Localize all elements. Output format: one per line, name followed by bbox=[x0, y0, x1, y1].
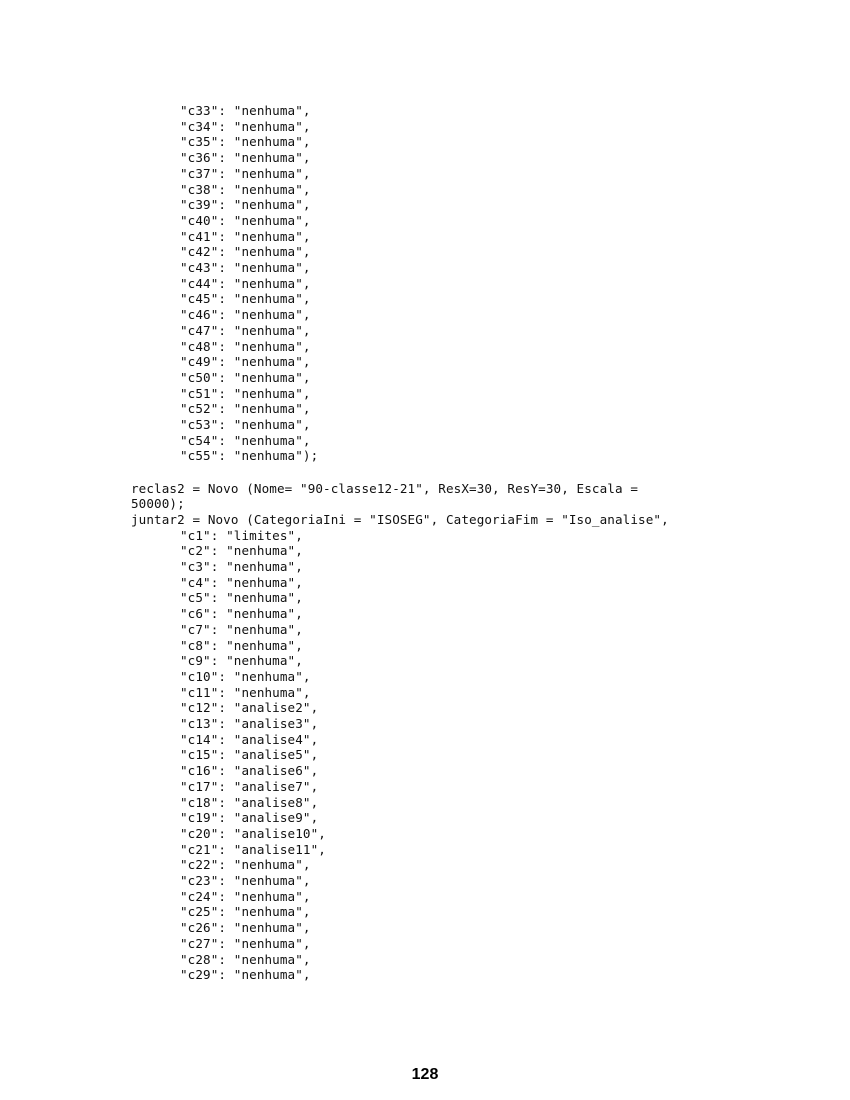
page-number: 128 bbox=[411, 1066, 439, 1083]
code-line: "c43": "nenhuma", bbox=[180, 260, 311, 275]
code-line: "c22": "nenhuma", bbox=[180, 857, 311, 873]
code-line: "c29": "nenhuma", bbox=[180, 967, 311, 983]
code-line: "c36": "nenhuma", bbox=[180, 150, 311, 166]
code-line: "c53": "nenhuma", bbox=[180, 417, 311, 432]
code-line: "c25": "nenhuma", bbox=[180, 904, 311, 920]
code-line: "c9": "nenhuma", bbox=[180, 653, 303, 669]
code-line: "c33": "nenhuma", bbox=[180, 103, 311, 118]
code-line: "c17": "analise7", bbox=[180, 778, 319, 794]
code-line: "c19": "analise9", bbox=[180, 810, 319, 826]
code-line: "c23": "nenhuma", bbox=[180, 873, 311, 888]
code-line: "c10": "nenhuma", bbox=[180, 668, 311, 684]
code-line: "c20": "analise10", bbox=[180, 825, 326, 841]
code-line: "c54": "nenhuma", bbox=[180, 432, 311, 448]
code-line: "c5": "nenhuma", bbox=[180, 590, 303, 606]
code-line: "c48": "nenhuma", bbox=[180, 338, 311, 354]
code-line: "c28": "nenhuma", bbox=[180, 951, 311, 967]
code-line: "c2": "nenhuma", bbox=[180, 543, 303, 559]
code-line: "c51": "nenhuma", bbox=[180, 385, 311, 401]
code-line: "c1": "limites", bbox=[180, 527, 303, 543]
code-line: "c40": "nenhuma", bbox=[180, 212, 311, 228]
code-line: "c37": "nenhuma", bbox=[180, 165, 311, 181]
juntar-statement-line: juntar2 = Novo (CategoriaIni = "ISOSEG", CategoriaFim = "Iso_analise", bbox=[131, 511, 669, 527]
code-line: "c39": "nenhuma", bbox=[180, 197, 311, 213]
reclas-statement-line-2: 50000); bbox=[131, 496, 185, 512]
code-line: "c38": "nenhuma", bbox=[180, 181, 311, 197]
code-line: "c50": "nenhuma", bbox=[180, 369, 311, 385]
code-line: "c21": "analise11", bbox=[180, 841, 326, 857]
code-line: "c12": "analise2", bbox=[180, 700, 319, 716]
code-line: "c41": "nenhuma", bbox=[180, 228, 311, 244]
code-line: "c34": "nenhuma", bbox=[180, 118, 311, 134]
code-line: "c46": "nenhuma", bbox=[180, 307, 311, 323]
code-line: "c27": "nenhuma", bbox=[180, 935, 311, 951]
code-line: "c42": "nenhuma", bbox=[180, 244, 311, 260]
reclas-statement-line-1: reclas2 = Novo (Nome= "90-classe12-21", ResX=30, ResY=30, Escala = bbox=[131, 480, 639, 496]
code-line: "c52": "nenhuma", bbox=[180, 401, 311, 417]
code-line: "c24": "nenhuma", bbox=[180, 888, 311, 904]
code-line: "c3": "nenhuma", bbox=[180, 559, 303, 574]
code-line: "c16": "analise6", bbox=[180, 763, 319, 779]
code-line: "c13": "analise3", bbox=[180, 716, 319, 731]
code-line: "c7": "nenhuma", bbox=[180, 621, 303, 637]
code-line: "c18": "analise8", bbox=[180, 794, 319, 810]
code-line: "c26": "nenhuma", bbox=[180, 920, 311, 936]
code-line: "c8": "nenhuma", bbox=[180, 637, 303, 653]
code-line: "c14": "analise4", bbox=[180, 731, 319, 747]
code-line: "c55": "nenhuma"); bbox=[180, 448, 319, 464]
code-line: "c45": "nenhuma", bbox=[180, 291, 311, 307]
code-line: "c44": "nenhuma", bbox=[180, 275, 311, 291]
code-line: "c49": "nenhuma", bbox=[180, 354, 311, 370]
code-line: "c6": "nenhuma", bbox=[180, 606, 303, 622]
code-line: "c15": "analise5", bbox=[180, 747, 319, 763]
code-line: "c11": "nenhuma", bbox=[180, 684, 311, 700]
code-line: "c4": "nenhuma", bbox=[180, 574, 303, 590]
code-line: "c35": "nenhuma", bbox=[180, 134, 311, 150]
code-line: "c47": "nenhuma", bbox=[180, 322, 311, 338]
